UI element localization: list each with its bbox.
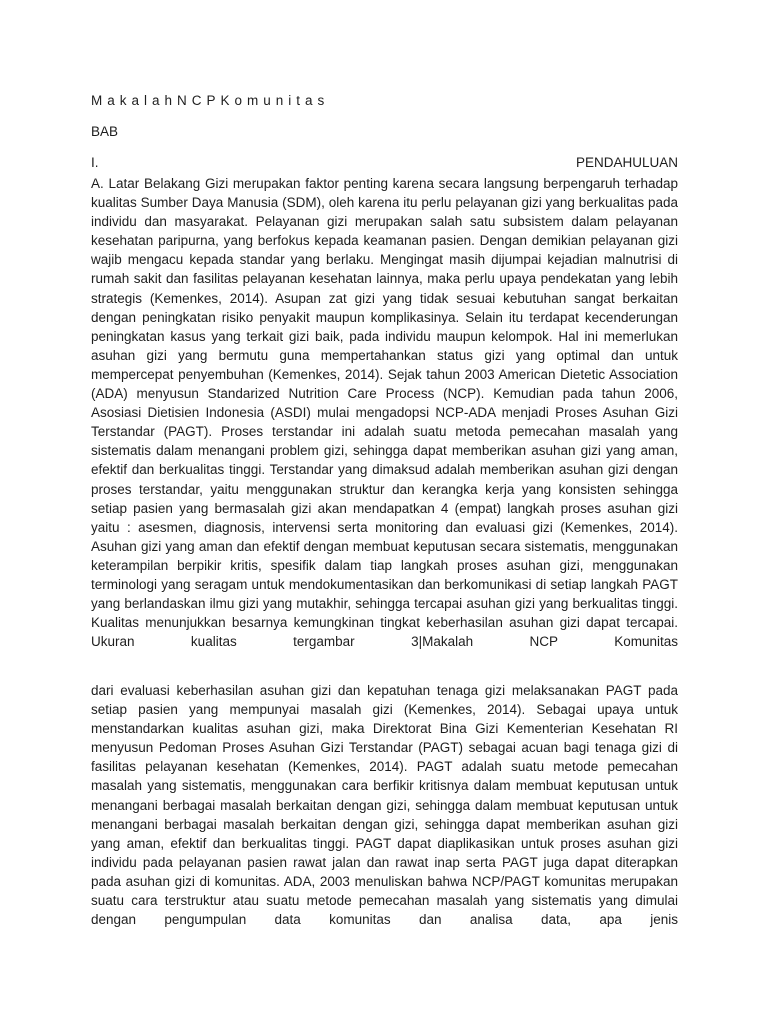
section-title: PENDAHULUAN (575, 155, 678, 170)
section-heading (91, 155, 678, 170)
document-header: MakalahNCPKomunitas (91, 93, 330, 108)
paragraph-continuation: dari evaluasi keberhasilan asuhan gizi dan kepatuhan tenaga gizi melaksanakan PAGT pada setiap pasien yang mempunyai masalah gizi (Kemenkes, 2014). Sebagai upaya untuk menstandarkan kualitas asuhan gizi, maka Direktorat Bina Gizi Kementerian Kesehatan RI menyusun Pedoman Proses Asuhan Gizi Terstandar (PAGT) sebagai acuan bagi tenaga gizi di fasilitas pelayanan kesehatan (Kemenkes, 2014). PAGT adalah suatu metode pemecahan masalah yang sistematis, menggunakan cara berfikir kritisnya dalam membuat keputusan untuk menangani berbagai masalah berkaitan dengan gizi, sehingga dalam membuat keputusan untuk menangani berbagai masalah berkaitan dengan gizi, sehingga dapat memberikan asuhan gizi yang aman, efektif dan berkualitas tinggi. PAGT dapat diaplikasikan untuk proses asuhan gizi individu pada pelayanan pasien rawat jalan dan rawat inap serta PAGT juga dapat diterapkan pada asuhan gizi di komunitas. ADA, 2003 menuliskan bahwa NCP/PAGT komunitas merupakan suatu cara terstruktur atau suatu metode pemecahan masalah yang sistematis yang dimulai dengan pengumpulan data komunitas dan analisa data, apa jenis (91, 683, 678, 928)
section-number: I. (91, 155, 99, 170)
chapter-label: BAB (91, 124, 119, 139)
paragraph-background: A. Latar Belakang Gizi merupakan faktor penting karena secara langsung berpengaruh terhadap kualitas Sumber Daya Manusia (SDM), oleh karena itu perlu pelayanan gizi yang berkualitas pada individu dan masyarakat. Pelayanan gizi merupakan salah satu subsistem dalam pelayanan kesehatan paripurna, yang berfokus kepada keamanan pasien. Dengan demikian pelayanan gizi wajib mengacu kepada standar yang berlaku. Mengingat masih dijumpai kejadian malnutrisi di rumah sakit dan fasilitas pelayanan kesehatan lainnya, maka perlu upaya pendekatan yang lebih strategis (Kemenkes, 2014). Asupan zat gizi yang tidak sesuai kebutuhan sangat berkaitan dengan peningkatan risiko penyakit maupun komplikasinya. Selain itu terdapat kecenderungan peningkatan kasus yang terkait gizi baik, pada individu maupun kelompok. Hal ini memerlukan asuhan gizi yang bermutu guna mempertahankan status gizi yang optimal dan untuk mempercepat penyembuhan (Kemenkes, 2014). Sejak tahun 2003 American Dietetic Association (ADA) menyusun Standarized Nutrition Care Process (NCP). Kemudian pada tahun 2006, Asosiasi Dietisien Indonesia (ASDI) mulai mengadopsi NCP-ADA menjadi Proses Asuhan Gizi Terstandar (PAGT). Proses terstandar ini adalah suatu metoda pemecahan masalah yang sistematis dalam menangani problem gizi, sehingga dapat memberikan asuhan gizi yang aman, efektif dan berkualitas tinggi. Terstandar yang dimaksud adalah memberikan asuhan gizi dengan proses terstandar, yaitu menggunakan struktur dan kerangka kerja yang konsisten sehingga setiap pasien yang bermasalah gizi akan mendapatkan 4 (empat) langkah proses asuhan gizi yaitu : asesmen, diagnosis, intervensi serta monitoring dan evaluasi gizi (Kemenkes, 2014). Asuhan gizi yang aman dan efektif dengan membuat keputusan secara sistematis, menggunakan keterampilan berpikir kritis, spesifik dalam tiap langkah proses asuhan gizi, menggunakan terminologi yang seragam untuk mendokumentasikan dan berkomunikasi di setiap langkah PAGT yang berlandaskan ilmu gizi yang mutakhir, sehingga tercapai asuhan gizi yang berkualitas tinggi. Kualitas menunjukkan besarnya kemungkinan tingkat keberhasilan asuhan gizi dapat tercapai. Ukuran kualitas tergambar 3|Makalah NCP Komunitas (91, 176, 678, 650)
